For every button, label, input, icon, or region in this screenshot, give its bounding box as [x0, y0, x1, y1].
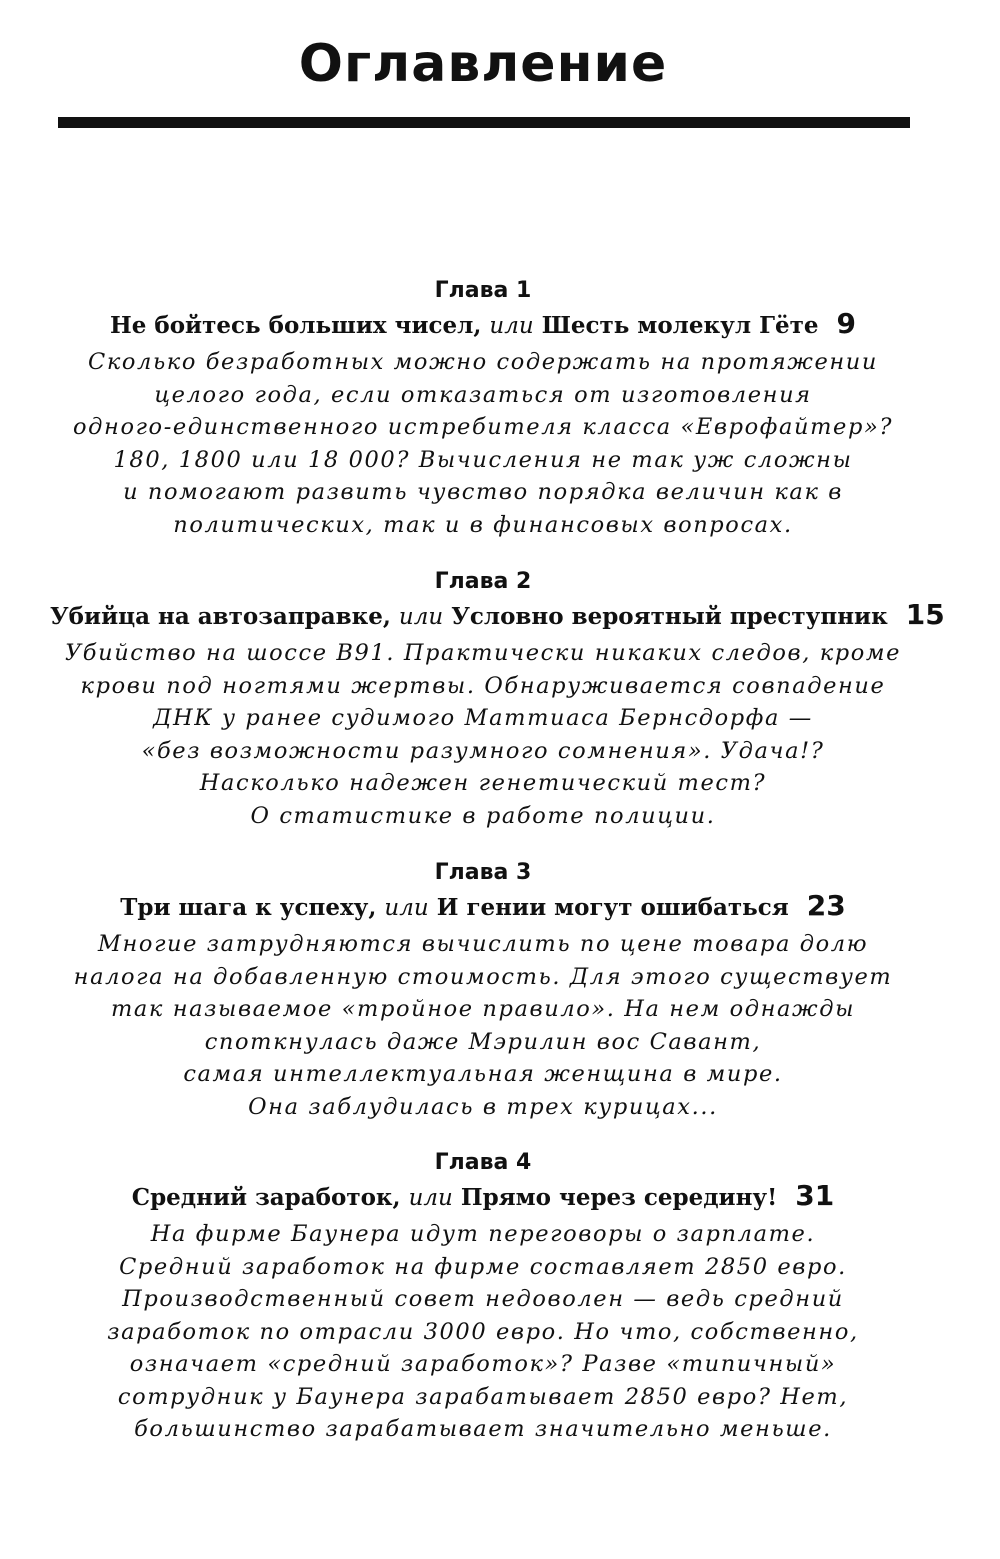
- chapter-description: [50, 346, 916, 541]
- description-line: «без возможности разумного сомнения». Удача!?: [141, 737, 825, 764]
- chapter-page-number: 15: [905, 598, 945, 631]
- description-line: заработок по отрасли 3000 евро. Но что, собственно,: [107, 1318, 859, 1345]
- chapter-title-part1: Три шага к успеху,: [120, 894, 377, 921]
- chapter-title-part2: Прямо через середину!: [460, 1184, 778, 1211]
- description-line: 180, 1800 или 18 000? Вычисления не так уж сложны: [113, 446, 853, 473]
- page-title: Оглавление: [298, 34, 668, 94]
- description-line: самая интеллектуальная женщина в мире.: [183, 1061, 783, 1087]
- chapter-heading[interactable]: [50, 888, 916, 926]
- chapter-heading[interactable]: [50, 1178, 916, 1216]
- chapter-description: [50, 637, 916, 832]
- description-line: крови под ногтями жертвы. Обнаруживается совпадение: [80, 672, 886, 699]
- chapter-title-part2: Шесть молекул Гёте: [541, 312, 819, 339]
- chapter-label: Глава 3: [434, 860, 532, 885]
- chapter-description: [50, 1218, 916, 1446]
- description-line: так называемое «тройное правило». На нем однажды: [110, 996, 855, 1022]
- description-line: Средний заработок на фирме составляет 2850 евро.: [119, 1253, 847, 1280]
- description-line: Она заблудилась в трех курицах...: [248, 1093, 718, 1120]
- description-line: О статистике в работе полиции.: [250, 802, 716, 829]
- description-line: На фирме Баунера идут переговоры о зарплате.: [150, 1221, 816, 1247]
- description-line: целого года, если отказаться от изготовления: [154, 381, 812, 408]
- description-line: споткнулась даже Мэрилин вос Савант,: [204, 1028, 762, 1055]
- chapter-entry: [50, 567, 945, 832]
- chapter-title-part1: Убийца на автозаправке,: [50, 603, 391, 630]
- description-line: ДНК у ранее судимого Маттиаса Бернсдорфа —: [153, 705, 813, 731]
- chapter-title-part1: Не бойтесь больших чисел,: [109, 312, 482, 339]
- chapter-label: Глава 1: [434, 278, 532, 303]
- description-line: одного-единственного истребителя класса «Еврофайтер»?: [73, 414, 893, 440]
- description-line: означает «средний заработок»? Разве «типичный»: [129, 1351, 837, 1377]
- chapter-title-conjunction: или: [408, 1185, 453, 1211]
- description-line: налога на добавленную стоимость. Для этого существует: [73, 963, 893, 990]
- chapter-label: Глава 2: [434, 569, 532, 594]
- chapter-page-number: 23: [806, 889, 846, 922]
- chapter-title-part2: Условно вероятный преступник: [451, 603, 888, 630]
- chapter-description: [50, 928, 916, 1123]
- chapter-entry: [50, 1148, 916, 1446]
- chapter-label: Глава 4: [434, 1150, 532, 1175]
- description-line: Убийство на шоссе В91. Практически никаких следов, кроме: [64, 640, 902, 666]
- chapter-page-number: 31: [795, 1179, 835, 1212]
- description-line: Многие затрудняются вычислить по цене товара долю: [97, 931, 869, 957]
- chapter-heading[interactable]: [50, 597, 945, 635]
- title-divider: [58, 117, 910, 128]
- description-line: политических, так и в финансовых вопросах.: [173, 511, 793, 538]
- description-line: сотрудник у Баунера зарабатывает 2850 евро? Нет,: [117, 1383, 849, 1410]
- description-line: и помогают развить чувство порядка величин как в: [123, 479, 843, 505]
- chapter-entry: [50, 276, 916, 541]
- chapter-entry: [50, 858, 916, 1123]
- chapter-title-conjunction: или: [398, 604, 444, 630]
- description-line: большинство зарабатывает значительно меньше.: [134, 1416, 832, 1442]
- chapter-title-conjunction: или: [384, 895, 429, 921]
- chapter-heading[interactable]: [50, 306, 916, 344]
- chapter-title-part2: И гении могут ошибаться: [436, 894, 789, 921]
- description-line: Сколько безработных можно содержать на протяжении: [88, 349, 878, 375]
- description-line: Производственный совет недоволен — ведь средний: [122, 1286, 844, 1312]
- description-line: Насколько надежен генетический тест?: [199, 770, 767, 796]
- chapter-title-conjunction: или: [489, 313, 534, 339]
- chapter-title-part1: Средний заработок,: [131, 1184, 401, 1211]
- chapter-page-number: 9: [836, 307, 856, 340]
